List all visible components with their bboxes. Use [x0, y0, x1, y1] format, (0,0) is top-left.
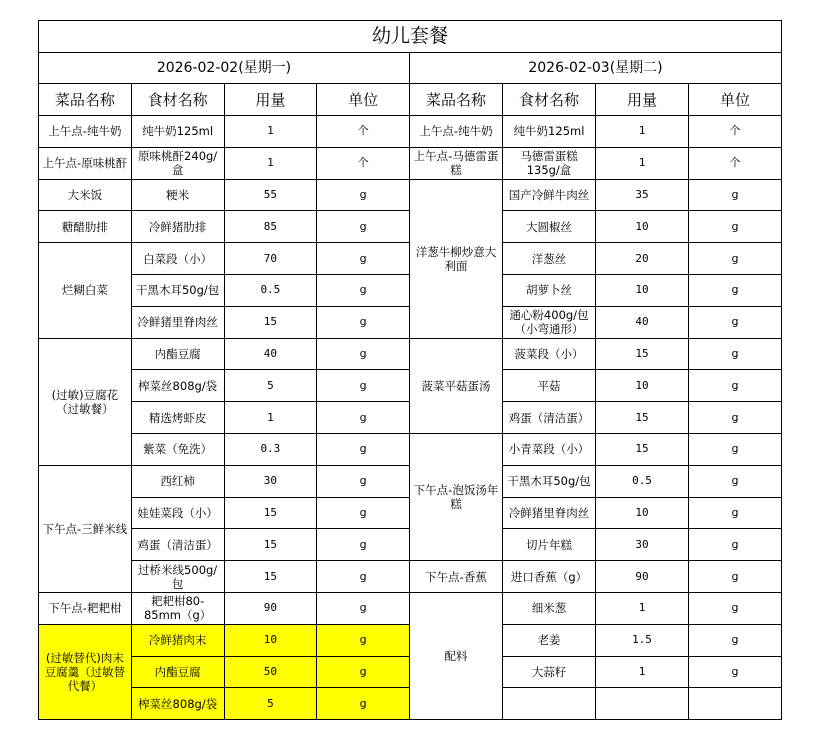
day-date: 2026-02-02(星期一) [39, 53, 410, 84]
ingredient-name: 内酯豆腐 [131, 656, 224, 688]
ingredient-name: 通心粉400g/包（小弯通形） [503, 306, 596, 338]
ingredient-name: 胡萝卜丝 [503, 274, 596, 306]
header-row [410, 84, 782, 116]
ingredient-amount: 15 [596, 402, 689, 434]
header-row [39, 84, 410, 116]
ingredient-unit: g [689, 370, 782, 402]
ingredient-amount: 15 [596, 338, 689, 370]
ingredient-amount: 20 [596, 243, 689, 275]
ingredient-amount: 90 [596, 561, 689, 593]
ingredient-unit: g [689, 274, 782, 306]
day-tables [38, 52, 782, 720]
ingredient-name: 精选烤虾皮 [131, 402, 224, 434]
ingredient-name: 干黑木耳50g/包 [503, 465, 596, 497]
dish-name: 烂糊白菜 [39, 243, 132, 338]
table-row [39, 465, 410, 497]
ingredient-name: 小青菜段（小） [503, 433, 596, 465]
ingredient-name: 过桥米线500g/包 [131, 561, 224, 593]
ingredient-unit: g [317, 592, 410, 624]
ingredient-unit: g [317, 624, 410, 656]
table-row [39, 243, 410, 275]
ingredient-unit: g [317, 561, 410, 593]
table-row [39, 116, 410, 148]
dish-name: 下午点-泡饭汤年糕 [410, 433, 503, 560]
table-row [39, 624, 410, 656]
column-header: 用量 [224, 84, 317, 116]
ingredient-amount: 10 [596, 497, 689, 529]
ingredient-amount: 1 [596, 592, 689, 624]
ingredient-name: 内酯豆腐 [131, 338, 224, 370]
column-header: 单位 [317, 84, 410, 116]
ingredient-name: 原味桃酐240g/盒 [131, 147, 224, 179]
ingredient-amount: 10 [596, 370, 689, 402]
ingredient-amount: 0.3 [224, 433, 317, 465]
ingredient-amount: 1 [596, 116, 689, 148]
ingredient-amount: 0.5 [224, 274, 317, 306]
dish-name: (过敏替代)肉末豆腐羹（过敏替代餐） [39, 624, 132, 719]
ingredient-amount: 10 [596, 211, 689, 243]
dish-name: 下午点-三鲜米线 [39, 465, 132, 592]
ingredient-unit: 个 [317, 116, 410, 148]
ingredient-amount: 1 [224, 116, 317, 148]
ingredient-unit: g [689, 592, 782, 624]
ingredient-name: 榨菜丝808g/袋 [131, 370, 224, 402]
dish-name: 下午点-香蕉 [410, 561, 503, 593]
ingredient-name [503, 688, 596, 720]
ingredient-amount [596, 688, 689, 720]
ingredient-unit: g [317, 433, 410, 465]
column-header: 单位 [689, 84, 782, 116]
table-row [39, 338, 410, 370]
dish-name: (过敏)豆腐花（过敏餐） [39, 338, 132, 465]
ingredient-unit: g [317, 179, 410, 211]
table-row [410, 433, 782, 465]
ingredient-unit: g [689, 402, 782, 434]
ingredient-unit: 个 [689, 116, 782, 148]
ingredient-name: 冷鲜猪里脊肉丝 [503, 497, 596, 529]
ingredient-amount: 5 [224, 688, 317, 720]
ingredient-name: 鸡蛋（清洁蛋） [503, 402, 596, 434]
ingredient-name: 切片年糕 [503, 529, 596, 561]
ingredient-name: 纯牛奶125ml [131, 116, 224, 148]
dish-name: 上午点-原味桃酐 [39, 147, 132, 179]
ingredient-amount: 15 [224, 497, 317, 529]
ingredient-unit: g [689, 338, 782, 370]
ingredient-unit: g [317, 274, 410, 306]
table-row [410, 179, 782, 211]
ingredient-unit: g [317, 497, 410, 529]
ingredient-amount: 85 [224, 211, 317, 243]
ingredient-name: 大蒜籽 [503, 656, 596, 688]
ingredient-unit: g [689, 624, 782, 656]
ingredient-amount: 1 [224, 402, 317, 434]
table-row [410, 561, 782, 593]
ingredient-unit: g [317, 529, 410, 561]
ingredient-name: 老姜 [503, 624, 596, 656]
table-row [410, 592, 782, 624]
table-row [410, 147, 782, 179]
ingredient-unit: g [689, 211, 782, 243]
column-header: 食材名称 [131, 84, 224, 116]
table-row [410, 116, 782, 148]
day-date: 2026-02-03(星期二) [410, 53, 782, 84]
ingredient-unit: g [317, 688, 410, 720]
ingredient-name: 纯牛奶125ml [503, 116, 596, 148]
ingredient-name: 西红柿 [131, 465, 224, 497]
ingredient-name: 国产冷鲜牛肉丝 [503, 179, 596, 211]
ingredient-name: 耙耙柑80-85mm（g） [131, 592, 224, 624]
ingredient-unit: g [317, 656, 410, 688]
ingredient-unit: 个 [689, 147, 782, 179]
ingredient-amount: 10 [596, 274, 689, 306]
table-row [39, 211, 410, 243]
table-row [410, 338, 782, 370]
ingredient-unit: g [317, 306, 410, 338]
ingredient-unit: g [689, 179, 782, 211]
ingredient-name: 大圆椒丝 [503, 211, 596, 243]
dish-name: 上午点-纯牛奶 [410, 116, 503, 148]
ingredient-name: 洋葱丝 [503, 243, 596, 275]
ingredient-unit: g [317, 370, 410, 402]
ingredient-amount: 30 [596, 529, 689, 561]
ingredient-name: 榨菜丝808g/袋 [131, 688, 224, 720]
ingredient-amount: 55 [224, 179, 317, 211]
ingredient-amount: 15 [224, 529, 317, 561]
dish-name: 洋葱牛柳炒意大利面 [410, 179, 503, 338]
dish-name: 下午点-耙耙柑 [39, 592, 132, 624]
dish-name: 菠菜平菇蛋汤 [410, 338, 503, 433]
ingredient-amount: 5 [224, 370, 317, 402]
table-row [39, 592, 410, 624]
ingredient-amount: 50 [224, 656, 317, 688]
ingredient-amount: 15 [596, 433, 689, 465]
ingredient-name: 细米葱 [503, 592, 596, 624]
ingredient-name: 冷鲜猪肉末 [131, 624, 224, 656]
ingredient-name: 马德雷蛋糕135g/盒 [503, 147, 596, 179]
day-table-1 [38, 52, 410, 720]
ingredient-name: 进口香蕉（g） [503, 561, 596, 593]
ingredient-name: 平菇 [503, 370, 596, 402]
ingredient-amount: 15 [224, 561, 317, 593]
ingredient-amount: 70 [224, 243, 317, 275]
ingredient-name: 娃娃菜段（小） [131, 497, 224, 529]
column-header: 食材名称 [503, 84, 596, 116]
ingredient-amount: 15 [224, 306, 317, 338]
ingredient-unit: g [317, 211, 410, 243]
ingredient-name: 白菜段（小） [131, 243, 224, 275]
dish-name: 配料 [410, 592, 503, 719]
ingredient-unit: 个 [317, 147, 410, 179]
ingredient-amount: 30 [224, 465, 317, 497]
column-header: 菜品名称 [39, 84, 132, 116]
dish-name: 糖醋肋排 [39, 211, 132, 243]
ingredient-amount: 10 [224, 624, 317, 656]
ingredient-unit: g [317, 465, 410, 497]
ingredient-name: 鸡蛋（清洁蛋） [131, 529, 224, 561]
ingredient-amount: 1 [596, 147, 689, 179]
column-header: 用量 [596, 84, 689, 116]
ingredient-unit: g [689, 433, 782, 465]
ingredient-unit: g [317, 243, 410, 275]
sheet-title: 幼儿套餐 [38, 20, 782, 52]
table-row [39, 179, 410, 211]
ingredient-amount: 0.5 [596, 465, 689, 497]
day-table-2 [409, 52, 782, 720]
table-row [39, 147, 410, 179]
ingredient-unit [689, 688, 782, 720]
ingredient-amount: 40 [224, 338, 317, 370]
ingredient-amount: 1 [224, 147, 317, 179]
ingredient-unit: g [689, 497, 782, 529]
ingredient-unit: g [689, 656, 782, 688]
dish-name: 上午点-马德雷蛋糕 [410, 147, 503, 179]
ingredient-unit: g [317, 402, 410, 434]
ingredient-name: 干黑木耳50g/包 [131, 274, 224, 306]
ingredient-amount: 1.5 [596, 624, 689, 656]
menu-sheet [38, 20, 782, 720]
ingredient-unit: g [689, 243, 782, 275]
ingredient-unit: g [317, 338, 410, 370]
ingredient-name: 冷鲜猪里脊肉丝 [131, 306, 224, 338]
ingredient-unit: g [689, 561, 782, 593]
ingredient-name: 粳米 [131, 179, 224, 211]
ingredient-name: 紫菜（免洗） [131, 433, 224, 465]
ingredient-unit: g [689, 465, 782, 497]
ingredient-amount: 35 [596, 179, 689, 211]
ingredient-amount: 40 [596, 306, 689, 338]
ingredient-amount: 1 [596, 656, 689, 688]
ingredient-unit: g [689, 306, 782, 338]
dish-name: 上午点-纯牛奶 [39, 116, 132, 148]
ingredient-name: 菠菜段（小） [503, 338, 596, 370]
ingredient-unit: g [689, 529, 782, 561]
ingredient-name: 冷鲜猪肋排 [131, 211, 224, 243]
dish-name: 大米饭 [39, 179, 132, 211]
ingredient-amount: 90 [224, 592, 317, 624]
column-header: 菜品名称 [410, 84, 503, 116]
